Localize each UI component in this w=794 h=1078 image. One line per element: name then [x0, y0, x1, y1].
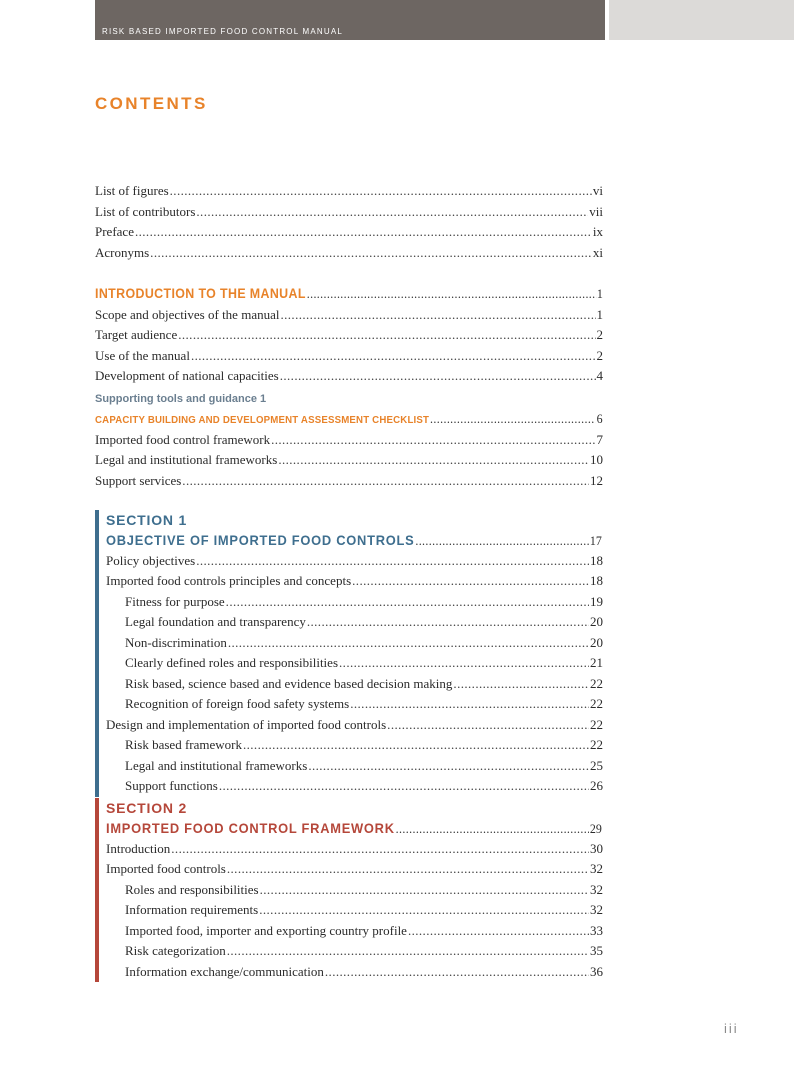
toc-entry[interactable]: List of figures ..... vi [95, 181, 603, 202]
header-tab [609, 0, 794, 40]
toc-subentry[interactable]: Risk categorization ..... 35 [106, 941, 603, 962]
section-2-heading[interactable]: IMPORTED FOOD CONTROL FRAMEWORK ..... 29 [106, 818, 602, 839]
section-1-heading[interactable]: OBJECTIVE OF IMPORTED FOOD CONTROLS ..... 17 [106, 530, 602, 551]
toc-subentry[interactable]: Roles and responsibilities ..... 32 [106, 880, 603, 901]
toc-subentry[interactable]: Imported food, importer and exporting country profile ..... 33 [106, 921, 603, 942]
toc-entry[interactable]: Design and implementation of imported food controls ..... 22 [106, 715, 603, 736]
page-title: CONTENTS [95, 94, 208, 113]
toc-entry[interactable]: Use of the manual ..... 2 [95, 346, 603, 367]
toc-subentry[interactable]: Recognition of foreign food safety systems ..... 22 [106, 694, 603, 715]
checklist-heading[interactable]: CAPACITY BUILDING AND DEVELOPMENT ASSESSMENT CHECKLIST ..... 6 [95, 409, 603, 430]
running-header [95, 0, 605, 40]
toc-entry[interactable]: Preface ..... ix [95, 222, 603, 243]
toc-subentry[interactable]: Information exchange/communication ..... 36 [106, 962, 603, 983]
running-header-title: RISK BASED IMPORTED FOOD CONTROL MANUAL [102, 27, 344, 36]
toc-subentry[interactable]: Support functions ..... 26 [106, 776, 603, 797]
toc-entry[interactable]: Imported food controls ..... 32 [106, 859, 603, 880]
toc-entry[interactable]: Imported food controls principles and concepts ..... 18 [106, 571, 603, 592]
toc-subentry[interactable]: Clearly defined roles and responsibilities ..... 21 [106, 653, 603, 674]
toc-entry[interactable]: Legal and institutional frameworks ..... 10 [95, 450, 603, 471]
toc-entry[interactable]: Support services ..... 12 [95, 471, 603, 492]
toc-subentry[interactable]: Information requirements ..... 32 [106, 900, 603, 921]
toc-entry[interactable]: Scope and objectives of the manual ..... 1 [95, 305, 603, 326]
page-number: iii [724, 1021, 739, 1036]
section-1-bar [95, 510, 99, 797]
toc-entry[interactable]: Introduction ..... 30 [106, 839, 603, 860]
introduction-list [95, 284, 603, 387]
toc-subentry[interactable]: Risk based framework ..... 22 [106, 735, 603, 756]
toc-subentry[interactable]: Fitness for purpose ..... 19 [106, 592, 603, 613]
section-1-block [95, 510, 603, 797]
toc-subentry[interactable]: Non-discrimination ..... 20 [106, 633, 603, 654]
supporting-tools-label: Supporting tools and guidance 1 [95, 393, 267, 405]
front-matter-list [95, 181, 603, 263]
section-2-bar [95, 798, 99, 982]
toc-entry[interactable]: Development of national capacities ..... 4 [95, 366, 603, 387]
section-2-label: SECTION 2 [106, 800, 188, 816]
toc-entry[interactable]: List of contributors ..... vii [95, 202, 603, 223]
toc-subentry[interactable]: Legal and institutional frameworks ..... 25 [106, 756, 603, 777]
section-2-block [95, 798, 603, 982]
toc-entry[interactable]: Imported food control framework ..... 7 [95, 430, 603, 451]
toc-entry[interactable]: Target audience ..... 2 [95, 325, 603, 346]
toc-subentry[interactable]: Legal foundation and transparency ..... 20 [106, 612, 603, 633]
introduction-heading[interactable]: INTRODUCTION TO THE MANUAL ..... 1 [95, 284, 603, 305]
section-1-label: SECTION 1 [106, 512, 188, 528]
toc-subentry[interactable]: Risk based, science based and evidence based decision making ..... 22 [106, 674, 603, 695]
supporting-tools-list [95, 389, 603, 491]
toc-entry[interactable]: Policy objectives ..... 18 [106, 551, 603, 572]
toc-entry[interactable]: Acronyms ..... xi [95, 243, 603, 264]
